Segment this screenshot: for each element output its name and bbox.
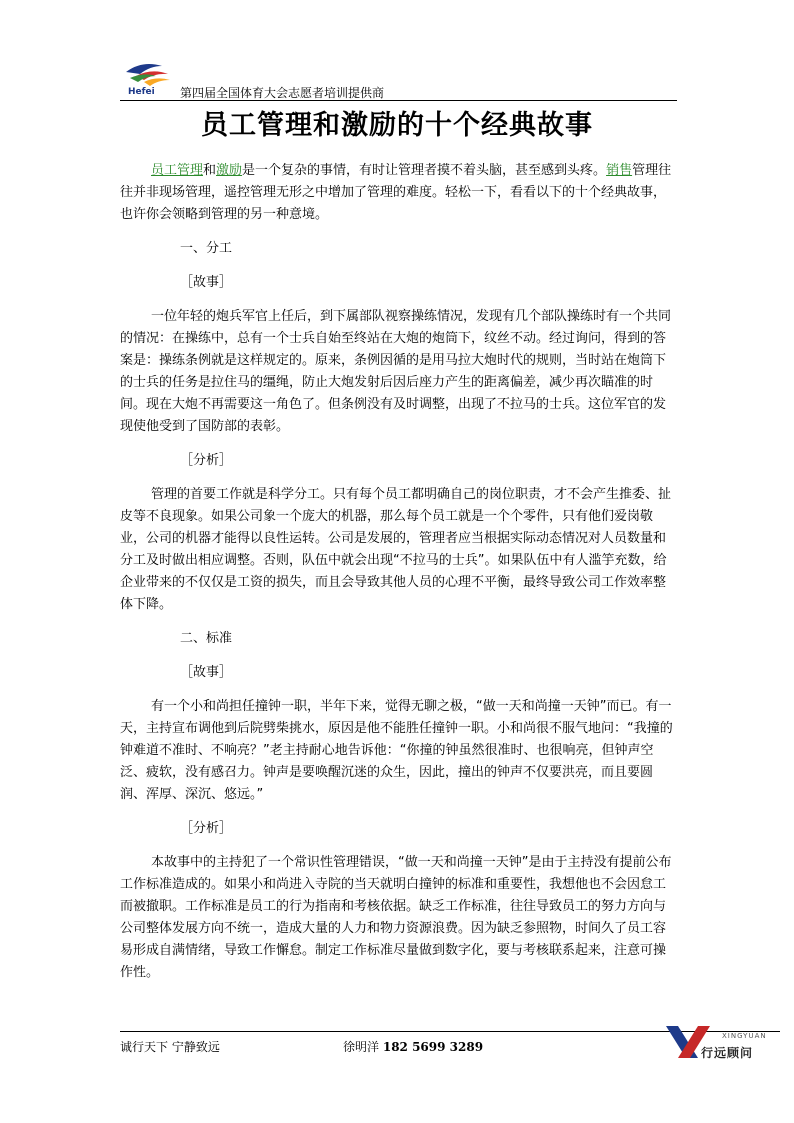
header-org-name: 第四届全国体育大会志愿者培训提供商: [180, 86, 385, 100]
document-body: [120, 160, 676, 984]
contact-phone: 182 5699 3289: [382, 1040, 484, 1054]
section-heading: 二、标准: [180, 631, 233, 646]
sports-meeting-logo: [122, 58, 178, 100]
story-label: ［故事］: [180, 665, 233, 680]
story-label: ［故事］: [180, 275, 233, 290]
footer-slogan: 诚行天下 宁静致远: [120, 1040, 220, 1054]
logo-small-text: XINGYUAN: [722, 1032, 767, 1040]
header-divider: [120, 100, 677, 101]
intro-paragraph: 员工管理和激励是一个复杂的事情，有时让管理者摸不着头脑，甚至感到头疼。销售管理往往并非现场管理，遥控管理无形之中增加了管理的难度。轻松一下，看看以下的十个经典故事，也许你会领略到管理的另一种意境。: [120, 163, 672, 222]
link-employee-management[interactable]: 员工管理: [151, 163, 204, 178]
story-paragraph: 一位年轻的炮兵军官上任后，到下属部队视察操练情况，发现有几个部队操练时有一个共同的情况：在操练中，总有一个士兵自始至终站在大炮的炮筒下，纹丝不动。经过询问，得到的答案是：操练条例就是这样规定的。原来，条例因循的是用马拉大炮时代的规则，当时站在炮筒下的士兵的任务是拉住马的缰绳，防止大炮发射后因后座力产生的距离偏差，减少再次瞄准的时间。现在大炮不再需要这一角色了。但条例没有及时调整，出现了不拉马的士兵。这位军官的发现使他受到了国防部的表彰。: [120, 309, 672, 434]
section-heading: 一、分工: [180, 241, 233, 256]
analysis-paragraph: 本故事中的主持犯了一个常识性管理错误，“做一天和尚撞一天钟”是由于主持没有提前公布工作标准造成的。如果小和尚进入寺院的当天就明白撞钟的标准和重要性，我想他也不会因怠工而被撤职。工作标准是员工的行为指南和考核依据。缺乏工作标准，往往导致员工的努力方向与公司整体发展方向不统一，造成大量的人力和物力资源浪费。因为缺乏参照物，时间久了员工容易形成自满情绪，导致工作懈怠。制定工作标准尽量做到数字化，要与考核联系起来，注意可操作性。: [120, 855, 672, 980]
story-paragraph: 有一个小和尚担任撞钟一职，半年下来，觉得无聊之极，“做一天和尚撞一天钟”而已。有一天，主持宣布调他到后院劈柴挑水，原因是他不能胜任撞钟一职。小和尚很不服气地问：“我撞的钟难道不准时、不响亮？”老主持耐心地告诉他：“你撞的钟虽然很准时、也很响亮，但钟声空泛、疲软，没有感召力。钟声是要唤醒沉迷的众生，因此，撞出的钟声不仅要洪亮，而且要圆润、浑厚、深沉、悠远。”: [120, 699, 673, 802]
document-title: 员工管理和激励的十个经典故事: [201, 110, 593, 141]
svg-text:Hefei: Hefei: [128, 87, 155, 97]
link-motivation[interactable]: 激励: [216, 163, 243, 178]
analysis-label: ［分析］: [180, 821, 233, 836]
logo-text: 行远顾问: [701, 1046, 754, 1060]
footer-contact: [343, 1040, 483, 1054]
contact-name: 徐明洋: [343, 1040, 380, 1054]
analysis-label: ［分析］: [180, 453, 233, 468]
analysis-paragraph: 管理的首要工作就是科学分工。只有每个员工都明确自己的岗位职责，才不会产生推委、扯皮等不良现象。如果公司象一个庞大的机器，那么每个员工就是一个个零件，只有他们爱岗敬业，公司的机器才能得以良性运转。公司是发展的，管理者应当根据实际动态情况对人员数量和分工及时做出相应调整。否则，队伍中就会出现“不拉马的士兵”。如果队伍中有人滥竽充数，给企业带来的不仅仅是工资的损失，而且会导致其他人员的心理不平衡，最终导致公司工作效率整体下降。: [120, 487, 672, 612]
link-sales[interactable]: 销售: [606, 163, 633, 178]
